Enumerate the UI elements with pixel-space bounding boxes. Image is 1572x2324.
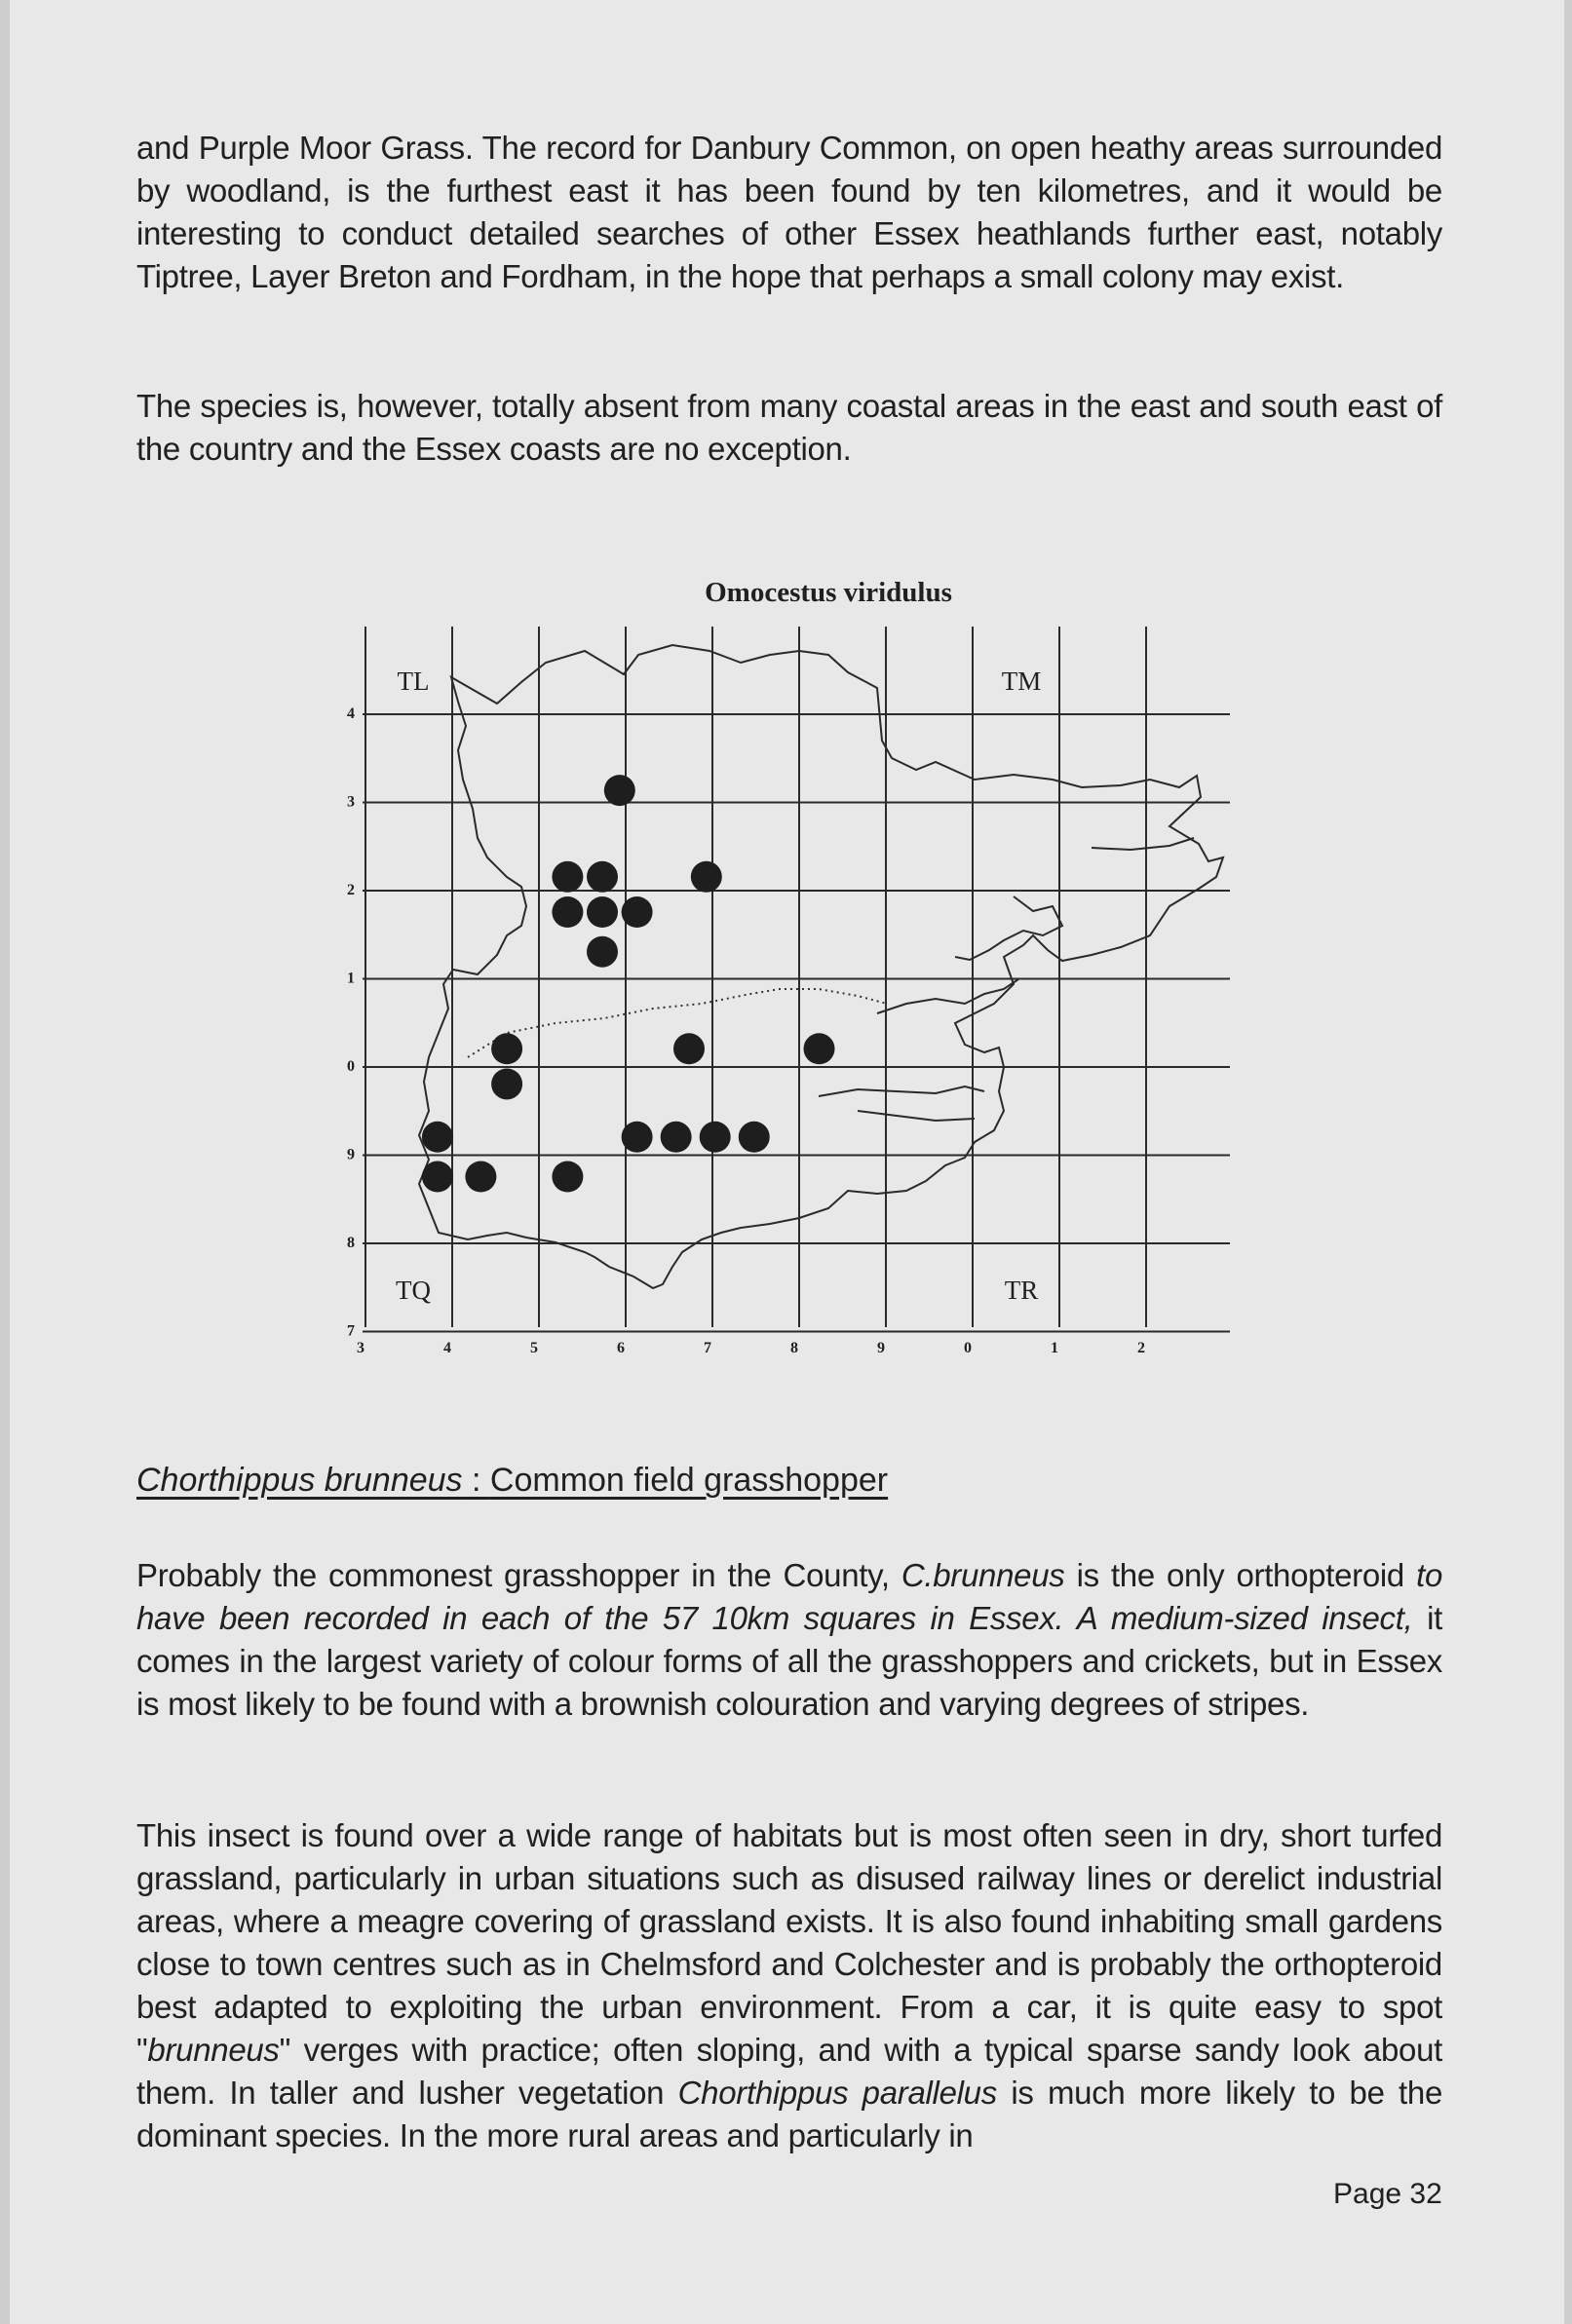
scan-edge-left (0, 0, 10, 2324)
record-dot (552, 1162, 583, 1193)
p4-text-2: " verges with practice; often sloping, and with a typical sparse sandy look about them. In taller and lusher vegetation (136, 2032, 1442, 2111)
y-tick-label: 1 (347, 970, 355, 987)
record-dot (552, 896, 583, 928)
record-dot (673, 1033, 705, 1064)
record-dot (700, 1122, 731, 1153)
x-tick-label: 1 (1051, 1340, 1058, 1356)
record-dot (622, 1122, 653, 1153)
x-tick-label: 4 (443, 1340, 451, 1356)
estuary-blackwater (877, 979, 1018, 1013)
heading-common-name: Common field grasshopper (489, 1462, 889, 1499)
record-dot (422, 1122, 453, 1153)
record-dot (422, 1162, 453, 1193)
record-dots (422, 775, 835, 1192)
y-tick-label: 2 (347, 882, 355, 898)
paragraph-3 (136, 1554, 1442, 1726)
x-tick-label: 2 (1137, 1340, 1145, 1356)
x-tick-label: 3 (357, 1340, 364, 1356)
p3-text-2: is the only orthopteroid (1064, 1557, 1417, 1593)
record-dot (604, 775, 635, 806)
paragraph-4 (136, 1814, 1442, 2157)
record-dot (491, 1033, 522, 1064)
y-tick-label: 3 (347, 793, 355, 811)
record-dot (552, 861, 583, 893)
x-tick-label: 0 (964, 1340, 972, 1356)
species-heading (136, 1462, 888, 1500)
p4-text-3: is much more likely to be the dominant species. In the more rural areas and particularly in (136, 2075, 1442, 2153)
x-tick-label: 8 (790, 1340, 798, 1356)
p3-species-abbrev: C.brunneus (901, 1557, 1065, 1593)
stour-estuary (1092, 838, 1194, 850)
record-dot (622, 896, 653, 928)
zone-label-tl: TL (397, 667, 430, 696)
zone-label-tm: TM (1001, 667, 1042, 696)
record-dot (739, 1122, 770, 1153)
record-dot (587, 936, 618, 968)
map-zone-labels (396, 667, 1041, 1305)
y-tick-label: 7 (347, 1322, 355, 1340)
map-title: Omocestus viridulus (705, 577, 952, 608)
county-boundary (419, 645, 1223, 1288)
zone-label-tr: TR (1004, 1276, 1039, 1305)
x-tick-label: 7 (704, 1340, 711, 1356)
page-number: Page 32 (1333, 2178, 1442, 2210)
record-dot (491, 1068, 522, 1099)
x-tick-label: 5 (530, 1340, 538, 1356)
record-dot (661, 1122, 692, 1153)
y-tick-label: 0 (347, 1058, 355, 1075)
record-dot (587, 861, 618, 893)
map-ticks (347, 705, 1145, 1356)
record-dot (691, 861, 722, 893)
y-tick-label: 9 (347, 1146, 355, 1163)
zone-label-tq: TQ (396, 1276, 431, 1305)
estuary-colne (955, 896, 1062, 960)
estuary-crouch (819, 1086, 984, 1096)
x-tick-label: 6 (617, 1340, 625, 1356)
estuary-roach (858, 1111, 975, 1121)
p4-species-short: brunneus (147, 2032, 280, 2068)
p3-text-3: it comes in the largest variety of colour forms of all the grasshoppers and crickets, but in Essex is most likely to be found with a brownish colouration and varying degrees of stripes. (136, 1600, 1442, 1722)
scan-edge-right (1564, 0, 1572, 2324)
p4-species-name: Chorthippus parallelus (677, 2075, 997, 2111)
record-dot (465, 1162, 496, 1193)
essex-outline (419, 645, 1223, 1288)
record-dot (587, 896, 618, 928)
heading-separator: : (462, 1462, 490, 1499)
p3-text-1: Probably the commonest grasshopper in the County, (136, 1557, 901, 1593)
chelmer-river (468, 989, 887, 1057)
y-tick-label: 4 (347, 705, 355, 722)
p4-text-1: This insect is found over a wide range of habitats but is most often seen in dry, short turfed grassland, particularly in urban situations such as disused railway lines or derelict industrial areas, where a meagre covering of grassland exists. It is also found inhabiting small gardens close to town centres such as in Chelmsford and Colchester and is probably the orthopteroid best adapted to exploiting the urban environment. From a car, it is quite easy to spot " (136, 1817, 1442, 2068)
y-tick-label: 8 (347, 1235, 355, 1251)
x-tick-label: 9 (877, 1340, 885, 1356)
p3-italic-sentence: to have been recorded in each of the 57 10km squares in Essex. A medium-sized insect, (136, 1557, 1442, 1636)
map-grid (363, 627, 1230, 1332)
paragraph-2: The species is, however, totally absent from many coastal areas in the east and south east of the country and the Essex coasts are no exception. (136, 388, 1442, 467)
record-dot (804, 1033, 835, 1064)
paragraph-1: and Purple Moor Grass. The record for Danbury Common, on open heathy areas surrounded by woodland, is the furthest east it has been found by ten kilometres, and it would be interesting to conduct detailed searches of other Essex heathlands further east, notably Tiptree, Layer Breton and Fordham, in the hope that perhaps a small colony may exist. (136, 130, 1442, 294)
heading-scientific-name: Chorthippus brunneus (136, 1462, 463, 1499)
